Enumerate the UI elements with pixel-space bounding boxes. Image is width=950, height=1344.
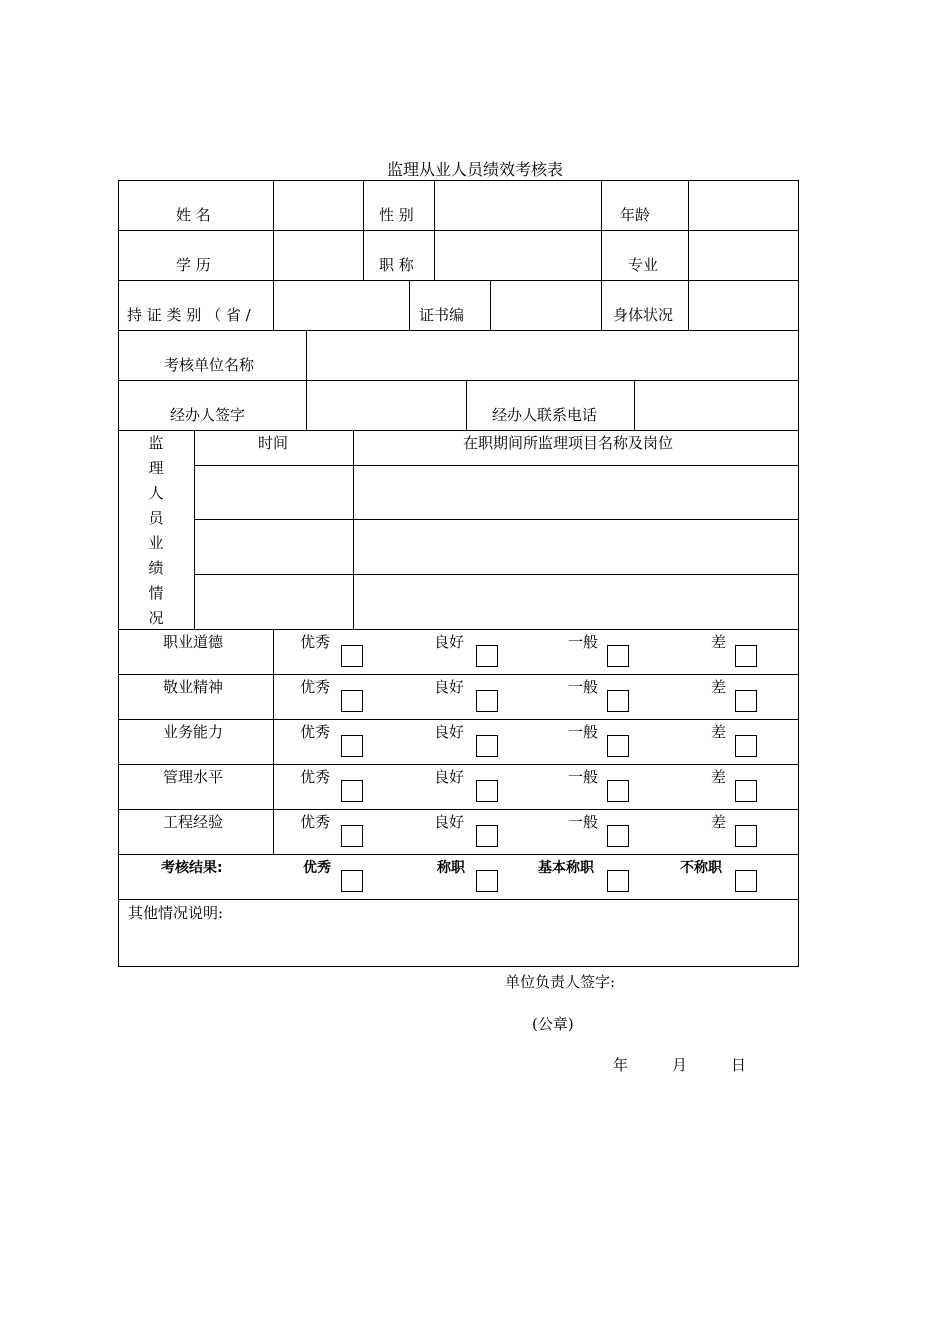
rating-option-label: 良好	[434, 678, 465, 696]
col-divider	[353, 430, 354, 629]
month-label: 月	[672, 1056, 688, 1074]
gender-label: 性 别	[379, 206, 414, 224]
professional-title-label: 职 称	[379, 256, 414, 274]
seal-label: (公章)	[532, 1015, 574, 1033]
rating-option-label: 一般	[568, 813, 599, 831]
rating-poor-checkbox[interactable]	[735, 735, 757, 757]
rating-option-label: 优秀	[300, 633, 331, 651]
result-option-label: 不称职	[680, 860, 722, 876]
row-divider	[118, 719, 799, 720]
row-divider	[194, 574, 799, 575]
rating-poor-checkbox[interactable]	[735, 825, 757, 847]
rating-option-label: 一般	[568, 633, 599, 651]
rating-option-label: 差	[711, 678, 727, 696]
side-char: 情	[148, 584, 164, 602]
col-divider	[601, 180, 602, 330]
result-option-label: 优秀	[303, 860, 331, 876]
row-divider	[118, 854, 799, 855]
row-divider	[118, 764, 799, 765]
rating-poor-checkbox[interactable]	[735, 780, 757, 802]
col-divider	[194, 430, 195, 629]
handler-phone-label: 经办人联系电话	[492, 406, 598, 424]
col-divider	[490, 280, 491, 330]
cert-number-label: 证书编	[419, 306, 465, 324]
time-header: 时间	[258, 434, 289, 452]
rating-excellent-checkbox[interactable]	[341, 690, 363, 712]
result-incompetent-checkbox[interactable]	[735, 870, 757, 892]
col-divider	[688, 180, 689, 330]
rating-good-checkbox[interactable]	[476, 780, 498, 802]
rating-average-checkbox[interactable]	[607, 735, 629, 757]
rating-option-label: 良好	[434, 768, 465, 786]
rating-option-label: 一般	[568, 723, 599, 741]
cert-type-label: 持 证 类 别 （ 省 /	[127, 306, 251, 324]
responsible-signature-label: 单位负责人签字:	[505, 973, 616, 991]
rating-option-label: 差	[711, 813, 727, 831]
side-char: 员	[148, 509, 164, 527]
rating-option-label: 良好	[434, 633, 465, 651]
major-label: 专业	[628, 256, 659, 274]
rating-excellent-checkbox[interactable]	[341, 645, 363, 667]
age-label: 年龄	[620, 206, 651, 224]
rating-option-label: 优秀	[300, 723, 331, 741]
row-divider	[118, 674, 799, 675]
col-divider	[409, 280, 410, 330]
year-label: 年	[613, 1056, 629, 1074]
rating-excellent-checkbox[interactable]	[341, 780, 363, 802]
row-divider	[194, 465, 799, 466]
col-divider	[466, 380, 467, 430]
row-divider	[118, 899, 799, 900]
row-divider	[118, 629, 799, 630]
name-label: 姓 名	[176, 206, 211, 224]
rating-average-checkbox[interactable]	[607, 780, 629, 802]
side-char: 人	[148, 484, 164, 502]
rating-poor-checkbox[interactable]	[735, 690, 757, 712]
rating-option-label: 一般	[568, 678, 599, 696]
row-divider	[118, 430, 799, 431]
rating-good-checkbox[interactable]	[476, 645, 498, 667]
project-header: 在职期间所监理项目名称及岗位	[463, 434, 674, 452]
rating-average-checkbox[interactable]	[607, 645, 629, 667]
side-char: 况	[148, 609, 164, 627]
rating-option-label: 优秀	[300, 678, 331, 696]
day-label: 日	[731, 1056, 747, 1074]
rating-option-label: 优秀	[300, 813, 331, 831]
rating-excellent-checkbox[interactable]	[341, 825, 363, 847]
result-option-label: 基本称职	[538, 860, 594, 876]
rating-good-checkbox[interactable]	[476, 735, 498, 757]
side-char: 监	[148, 434, 164, 452]
result-option-label: 称职	[437, 860, 465, 876]
rating-row-label: 业务能力	[163, 723, 224, 741]
rating-option-label: 差	[711, 768, 727, 786]
rating-row-label: 敬业精神	[163, 678, 224, 696]
result-basically-competent-checkbox[interactable]	[607, 870, 629, 892]
col-divider	[634, 380, 635, 430]
rating-option-label: 良好	[434, 813, 465, 831]
col-divider	[273, 180, 274, 280]
rating-row-label: 工程经验	[163, 813, 224, 831]
rating-option-label: 差	[711, 633, 727, 651]
rating-excellent-checkbox[interactable]	[341, 735, 363, 757]
rating-good-checkbox[interactable]	[476, 825, 498, 847]
row-divider	[118, 280, 799, 281]
unit-name-label: 考核单位名称	[164, 356, 255, 374]
col-divider	[273, 629, 274, 854]
result-competent-checkbox[interactable]	[476, 870, 498, 892]
rating-average-checkbox[interactable]	[607, 690, 629, 712]
form-title: 监理从业人员绩效考核表	[386, 160, 563, 179]
rating-option-label: 差	[711, 723, 727, 741]
side-char: 绩	[148, 559, 164, 577]
rating-row-label: 职业道德	[163, 633, 224, 651]
rating-option-label: 优秀	[300, 768, 331, 786]
result-excellent-checkbox[interactable]	[341, 870, 363, 892]
side-char: 业	[148, 534, 164, 552]
rating-good-checkbox[interactable]	[476, 690, 498, 712]
education-label: 学 历	[176, 256, 211, 274]
rating-average-checkbox[interactable]	[607, 825, 629, 847]
row-divider	[194, 519, 799, 520]
row-divider	[118, 330, 799, 331]
rating-poor-checkbox[interactable]	[735, 645, 757, 667]
result-label: 考核结果:	[161, 860, 223, 876]
col-divider	[306, 330, 307, 430]
row-divider	[118, 809, 799, 810]
col-divider	[363, 180, 364, 280]
col-divider	[434, 180, 435, 280]
rating-option-label: 良好	[434, 723, 465, 741]
other-notes-label: 其他情况说明:	[128, 904, 224, 922]
health-label: 身体状况	[613, 306, 674, 324]
row-divider	[118, 380, 799, 381]
handler-signature-label: 经办人签字	[170, 406, 246, 424]
col-divider	[273, 280, 274, 330]
rating-row-label: 管理水平	[163, 768, 224, 786]
performance-side-label	[146, 431, 166, 631]
side-char: 理	[148, 459, 164, 477]
row-divider	[118, 230, 799, 231]
rating-option-label: 一般	[568, 768, 599, 786]
